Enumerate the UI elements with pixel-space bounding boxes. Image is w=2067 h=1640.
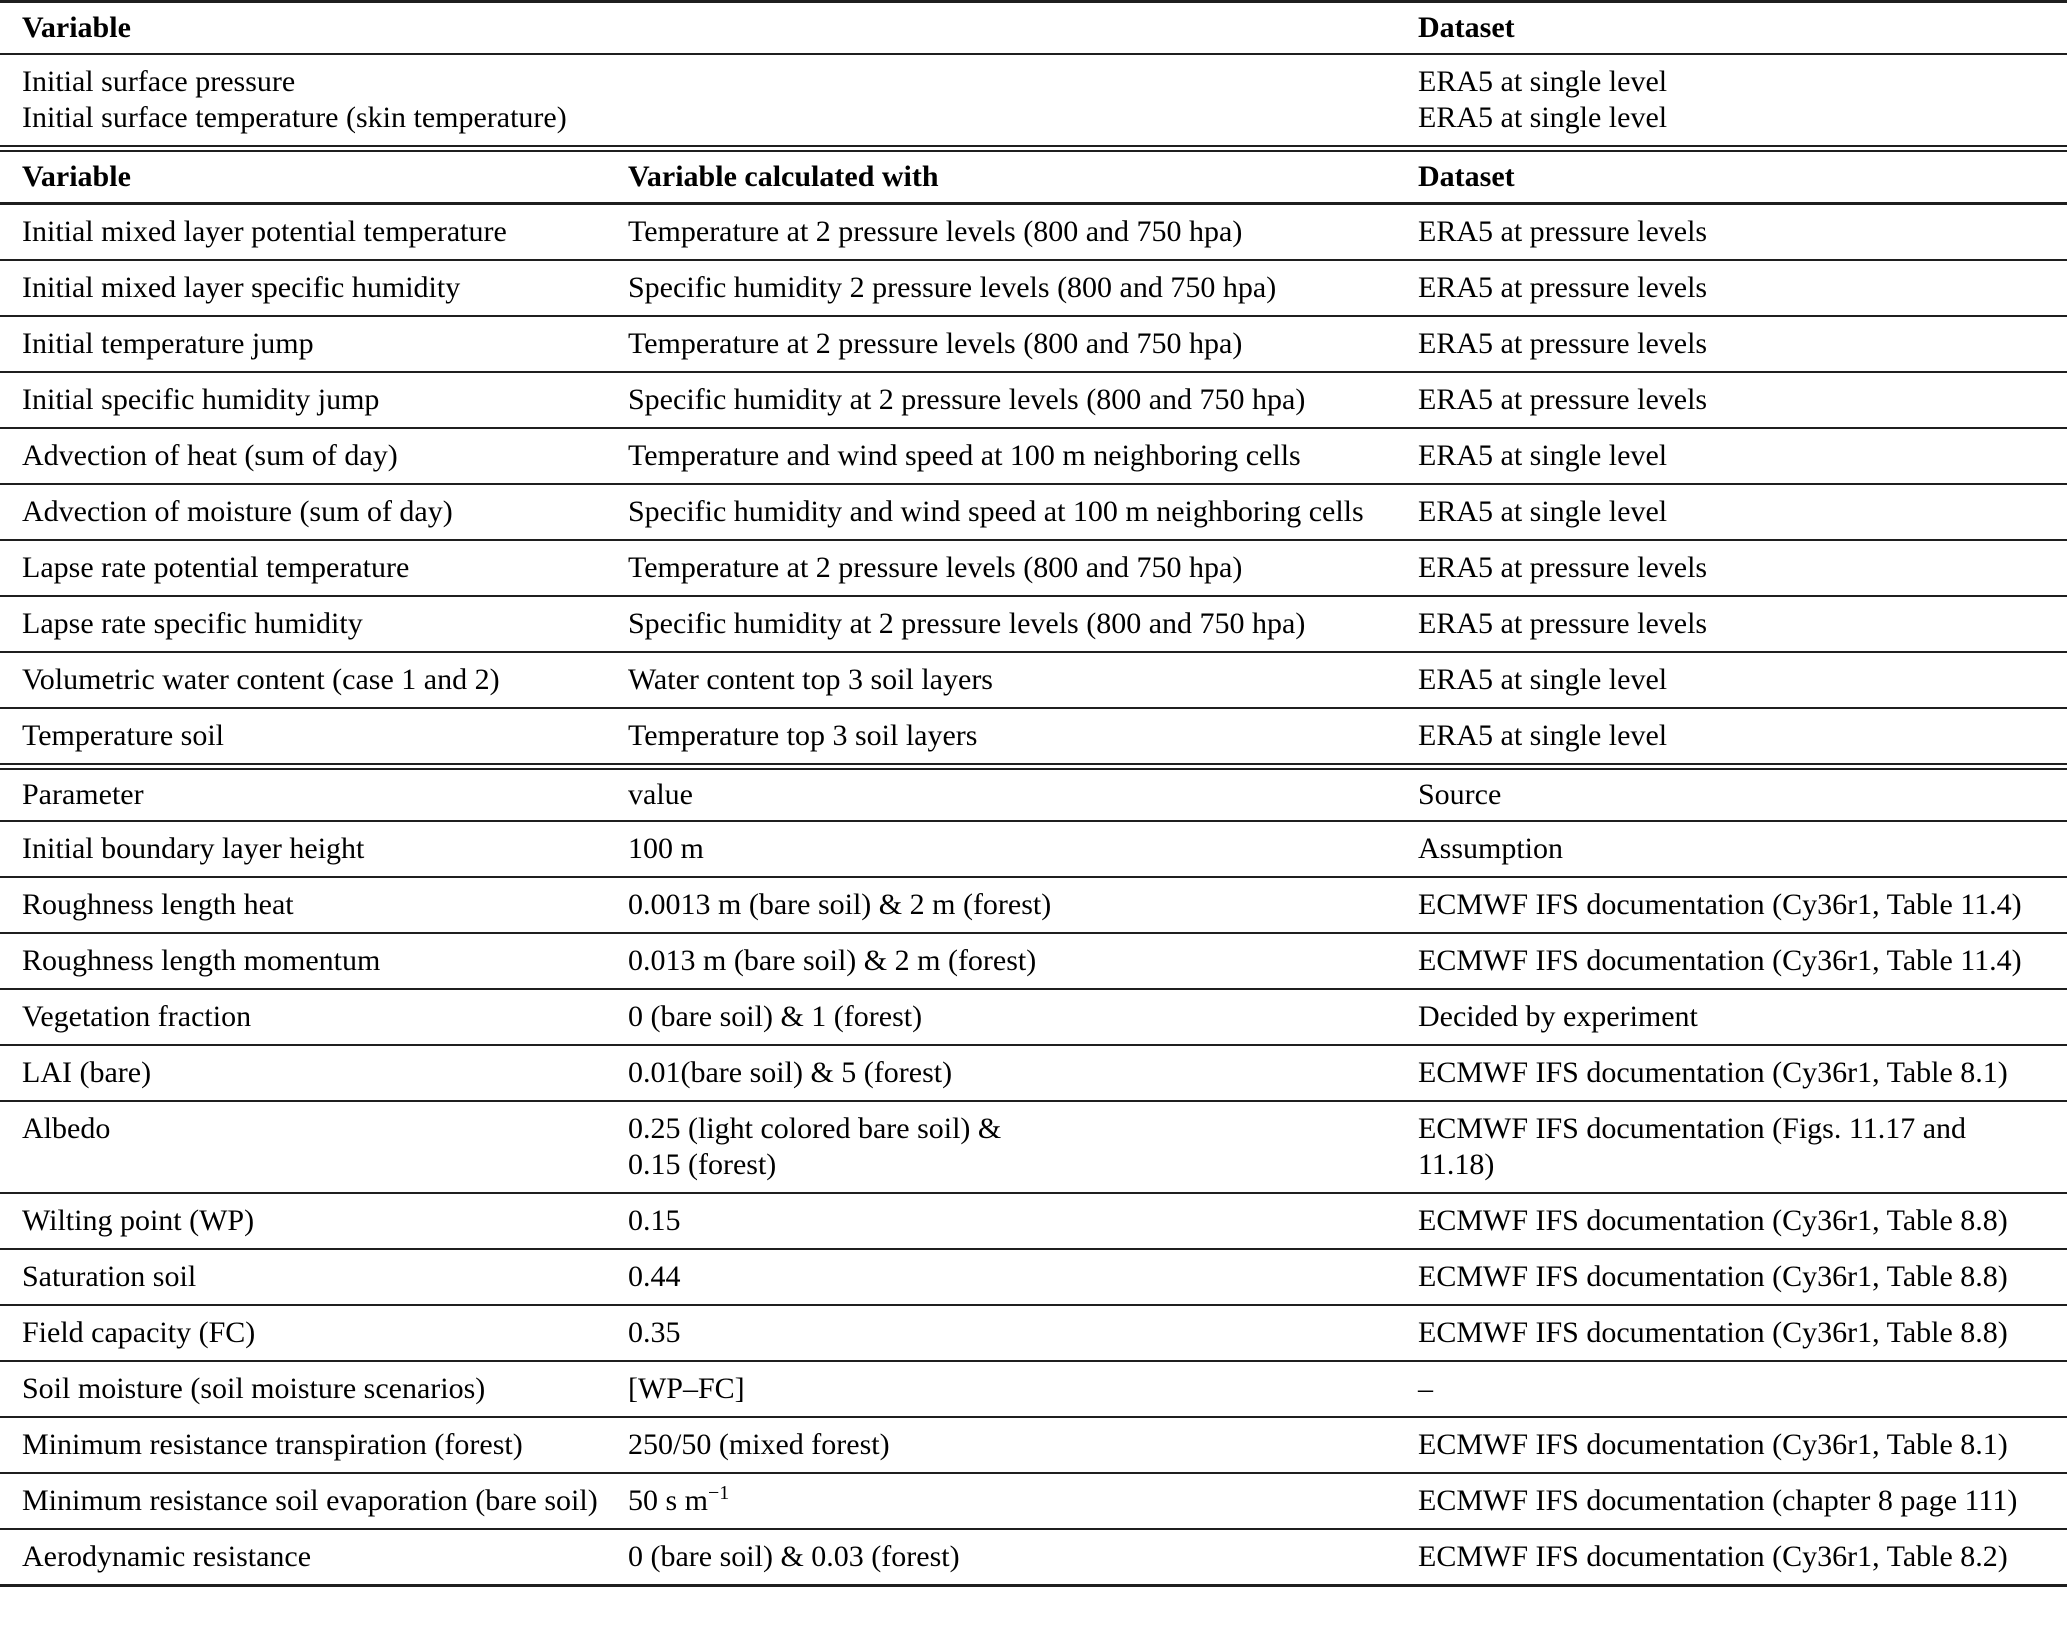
- header-calculated-with: Variable calculated with: [628, 160, 939, 193]
- dataset-line: ERA5 at single level: [1418, 65, 1668, 98]
- table-row: [0, 653, 2067, 709]
- cell-calculated-with: Water content top 3 soil layers: [628, 663, 993, 696]
- dataset-line: ERA5 at single level: [1418, 101, 1668, 134]
- header-dataset: Dataset: [1418, 160, 1515, 193]
- cell-value: 0.01(bare soil) & 5 (forest): [628, 1056, 953, 1089]
- cell-calculated-with: Temperature at 2 pressure levels (800 and 750 hpa): [628, 551, 1243, 584]
- cell-value: 100 m: [628, 832, 704, 865]
- cell-value: 0.35: [628, 1316, 681, 1349]
- cell-source: ECMWF IFS documentation (Cy36r1, Table 8.2): [1418, 1540, 2008, 1573]
- table-row: [0, 55, 2067, 145]
- cell-parameter: Soil moisture (soil moisture scenarios): [22, 1372, 486, 1405]
- cell-source: ECMWF IFS documentation (Cy36r1, Table 8.8): [1418, 1316, 2008, 1349]
- cell-calculated-with: Temperature top 3 soil layers: [628, 719, 978, 752]
- cell-variable: Initial mixed layer specific humidity: [22, 271, 461, 304]
- cell-calculated-with: Temperature at 2 pressure levels (800 and 750 hpa): [628, 215, 1243, 248]
- table-row: [0, 990, 2067, 1046]
- cell-value: [628, 1111, 1418, 1183]
- header-dataset: Dataset: [1418, 11, 1515, 44]
- table-row: [0, 1530, 2067, 1587]
- table-row: [0, 822, 2067, 878]
- table-header-row-c: [0, 770, 2067, 822]
- cell-parameter: Vegetation fraction: [22, 1000, 252, 1033]
- cell-source: ECMWF IFS documentation (Cy36r1, Table 8.1): [1418, 1056, 2008, 1089]
- cell-calculated-with: Specific humidity at 2 pressure levels (800 and 750 hpa): [628, 607, 1306, 640]
- cell-value: 0.0013 m (bare soil) & 2 m (forest): [628, 888, 1052, 921]
- cell-calculated-with: Temperature at 2 pressure levels (800 and 750 hpa): [628, 327, 1243, 360]
- table-row: [0, 1362, 2067, 1418]
- table-row: [0, 261, 2067, 317]
- table-row: [0, 541, 2067, 597]
- table-row: [0, 1250, 2067, 1306]
- cell-variable: Lapse rate potential temperature: [22, 551, 410, 584]
- cell-value: 0 (bare soil) & 1 (forest): [628, 1000, 923, 1033]
- cell-dataset: ERA5 at single level: [1418, 495, 1668, 528]
- section-c-rows: [0, 822, 2067, 1587]
- table-row: [0, 373, 2067, 429]
- header-spacer: [628, 10, 1418, 46]
- section-divider-rule: [0, 145, 2067, 152]
- cell-source: ECMWF IFS documentation (chapter 8 page 111): [1418, 1484, 2018, 1517]
- cell-variable: Initial specific humidity jump: [22, 383, 380, 416]
- cell-variable: Advection of heat (sum of day): [22, 439, 398, 472]
- cell-dataset: ERA5 at single level: [1418, 719, 1668, 752]
- table-row: [0, 1102, 2067, 1194]
- cell-dataset: ERA5 at single level: [1418, 663, 1668, 696]
- cell-value: 0.013 m (bare soil) & 2 m (forest): [628, 944, 1037, 977]
- table-row: [0, 1194, 2067, 1250]
- cell-parameter: Roughness length heat: [22, 888, 294, 921]
- cell-calculated-with: Temperature and wind speed at 100 m neighboring cells: [628, 439, 1301, 472]
- cell-dataset: ERA5 at pressure levels: [1418, 215, 1708, 248]
- cell-dataset: ERA5 at pressure levels: [1418, 271, 1708, 304]
- table-row: [0, 1418, 2067, 1474]
- table-row: [0, 485, 2067, 541]
- cell-parameter: LAI (bare): [22, 1056, 152, 1089]
- value-line: 0.15 (forest): [628, 1148, 777, 1181]
- section-divider-rule: [0, 763, 2067, 770]
- header-variable: Variable: [22, 160, 131, 193]
- cell-parameter: Wilting point (WP): [22, 1204, 255, 1237]
- variable-line: Initial surface temperature (skin temperature): [22, 101, 567, 134]
- cell-dataset: ERA5 at pressure levels: [1418, 327, 1708, 360]
- variable-line: Initial surface pressure: [22, 65, 296, 98]
- cell-dataset: ERA5 at pressure levels: [1418, 383, 1708, 416]
- cell-source: ECMWF IFS documentation (Cy36r1, Table 11.4): [1418, 944, 2022, 977]
- cell-variable: Initial temperature jump: [22, 327, 314, 360]
- cell-dataset: ERA5 at single level: [1418, 439, 1668, 472]
- cell-variable: Volumetric water content (case 1 and 2): [22, 663, 500, 696]
- table-header-row-b: [0, 152, 2067, 205]
- cell-variable: Initial mixed layer potential temperature: [22, 215, 507, 248]
- cell-source: Decided by experiment: [1418, 1000, 1698, 1033]
- cell-source: ECMWF IFS documentation (Cy36r1, Table 11.4): [1418, 888, 2022, 921]
- table-row: [0, 429, 2067, 485]
- cell-value: [WP–FC]: [628, 1372, 745, 1405]
- cell-value: 250/50 (mixed forest): [628, 1428, 890, 1461]
- cell-dataset: ERA5 at pressure levels: [1418, 551, 1708, 584]
- cell-value: 0.15: [628, 1204, 681, 1237]
- cell-parameter: Field capacity (FC): [22, 1316, 256, 1349]
- section-b-rows: [0, 205, 2067, 763]
- cell-value: 0.44: [628, 1260, 681, 1293]
- cell-calculated-with: Specific humidity at 2 pressure levels (800 and 750 hpa): [628, 383, 1306, 416]
- cell-source: Assumption: [1418, 832, 1564, 865]
- cell-source: ECMWF IFS documentation (Cy36r1, Table 8.8): [1418, 1204, 2008, 1237]
- table-row: [0, 1046, 2067, 1102]
- table-row: [0, 1306, 2067, 1362]
- cell-source: –: [1418, 1372, 1433, 1405]
- cell-parameter: Albedo: [22, 1112, 111, 1145]
- table-row: [0, 709, 2067, 763]
- table-row: [0, 205, 2067, 261]
- cell-dataset: [1418, 64, 2067, 136]
- superscript-exponent: −1: [708, 1482, 730, 1504]
- cell-value: 0 (bare soil) & 0.03 (forest): [628, 1540, 960, 1573]
- cell-calculated-with: Specific humidity 2 pressure levels (800 and 750 hpa): [628, 271, 1277, 304]
- cell-variable: Advection of moisture (sum of day): [22, 495, 453, 528]
- cell-parameter: Minimum resistance soil evaporation (bare soil): [22, 1484, 598, 1517]
- cell-variable: [22, 64, 628, 136]
- cell-parameter: Roughness length momentum: [22, 944, 381, 977]
- cell-parameter: Saturation soil: [22, 1260, 197, 1293]
- cell-spacer: [628, 64, 1418, 136]
- cell-dataset: ERA5 at pressure levels: [1418, 607, 1708, 640]
- cell-variable: Temperature soil: [22, 719, 224, 752]
- table-row: [0, 878, 2067, 934]
- header-value: value: [628, 778, 693, 811]
- cell-value: 50 s $m^{-1}$: [628, 1482, 730, 1517]
- cell-source: ECMWF IFS documentation (Cy36r1, Table 8.1): [1418, 1428, 2008, 1461]
- header-parameter: Parameter: [22, 778, 144, 811]
- header-source: Source: [1418, 778, 1502, 811]
- header-variable: Variable: [22, 11, 131, 44]
- table-row: [0, 934, 2067, 990]
- cell-variable: Lapse rate specific humidity: [22, 607, 363, 640]
- cell-parameter: Aerodynamic resistance: [22, 1540, 312, 1573]
- table-row: [0, 317, 2067, 373]
- cell-parameter: Initial boundary layer height: [22, 832, 365, 865]
- table-row: [0, 1474, 2067, 1530]
- value-line: 0.25 (light colored bare soil) &: [628, 1112, 1002, 1145]
- table-header-row-a: [0, 3, 2067, 55]
- cell-source: ECMWF IFS documentation (Cy36r1, Table 8.8): [1418, 1260, 2008, 1293]
- cell-source: ECMWF IFS documentation (Figs. 11.17 and 11.18): [1418, 1112, 1967, 1181]
- cell-calculated-with: Specific humidity and wind speed at 100 m neighboring cells: [628, 495, 1364, 528]
- table-row: [0, 597, 2067, 653]
- cell-parameter: Minimum resistance transpiration (forest): [22, 1428, 523, 1461]
